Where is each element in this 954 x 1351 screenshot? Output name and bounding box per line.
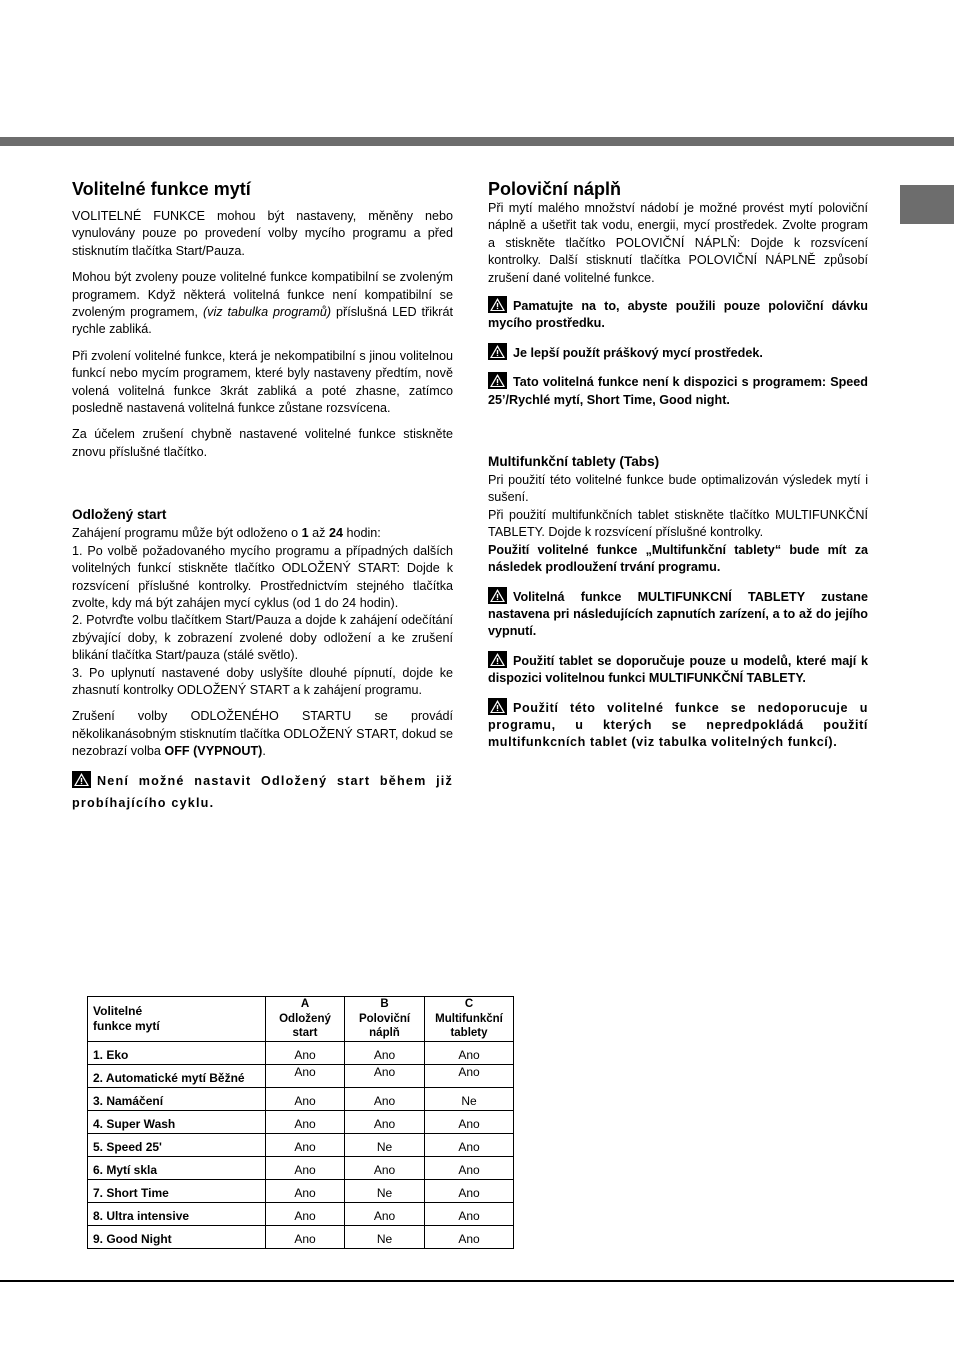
step-2: 2. Potvrďte volbu tlačítkem Start/Pauza a dojde k zahájení odečítání zbývající doby, k zobrazení zvolené doby odložení a ke zrušení blikání tlačítka Start/pauza (stálé světlo). (72, 613, 453, 663)
footer-rule (0, 1280, 954, 1282)
paragraph: Pri použití této volitelné funkce bude optimalizován výsledek mytí i sušení. (488, 473, 868, 505)
table-row (88, 1180, 514, 1203)
warning: Použití této volitelné funkce se nedoporucuje u programu, u kterých se nepredpokládá použití multifunkcních tablet (viz tabulka volitelných funkcí). (488, 698, 868, 752)
warning: Použití tablet se doporučuje pouze u modelů, které mají k dispozici volitelnou funkci MULTIFUNKČNÍ TABLETY. (488, 651, 868, 688)
paragraph: Zahájení programu může být odloženo o 1 až 24 hodin: (72, 526, 381, 541)
step-1: 1. Po volbě požadovaného mycího programu a případných dalších volitelných funkcí stiskněte tlačítko ODLOŽENÝ START: Dojde k rozsvícení příslušné kontrolky. Prostřednictvím stejného tlačítka zvolte, kdy má být zahájen mycí cyklus (od 1 do 24 hodin). (72, 543, 453, 610)
table-row (88, 1111, 514, 1134)
column-header-b: B Poloviční náplň (345, 997, 425, 1042)
warning-icon (72, 771, 91, 788)
cell: Ne (425, 1088, 514, 1111)
paragraph: VOLITELNÉ FUNKCE mohou být nastaveny, měněny nebo vynulovány pouze po provedení volby mycího programu a před stisknutím tlačítka Start/Pauza. (72, 209, 453, 258)
cell: Ano (425, 1065, 514, 1088)
cell: Ano (425, 1134, 514, 1157)
warning: Volitelná funkce MULTIFUNKCNÍ TABLETY zustane nastavena pri následujících zapnutích zarízení, a to až do jejího vypnutí. (488, 587, 868, 641)
paragraph: Za účelem zrušení chybně nastavené volitelné funkce stiskněte znovu příslušné tlačítko. (72, 427, 453, 459)
row-name: 9. Good Night (88, 1226, 266, 1249)
subsection-title-tabs: Multifunkční tablety (Tabs) (488, 454, 660, 470)
cell: Ano (266, 1088, 345, 1111)
header-bar (0, 137, 954, 146)
cell: Ano (345, 1042, 425, 1065)
row-name: 3. Namáčení (88, 1088, 266, 1111)
cell: Ano (345, 1065, 425, 1088)
table-row (88, 1088, 514, 1111)
options-table (87, 996, 514, 1249)
cell: Ano (266, 1111, 345, 1134)
cell: Ano (345, 1088, 425, 1111)
warning: Tato volitelná funkce není k dispozici s programem: Speed 25’/Rychlé mytí, Short Time, Good night. (488, 372, 868, 409)
cell: Ano (425, 1042, 514, 1065)
table-row (88, 1203, 514, 1226)
warning-icon (488, 343, 507, 360)
paragraph: Při zvolení volitelné funkce, která je nekompatibilní s jinou volitelnou funkcí nebo mycím programem, které byly nastaveny předtím, nově volená volitelná funkce 3krát zabliká a poté zhasne, zatímco posledně nastavená volitelná funkce zůstane rozsvícena. (72, 348, 453, 416)
paragraph: Při mytí malého množství nádobí je možné provést mytí poloviční náplně a ušetřit tak vodu, energii, mycí prostředek. Zvolte program a stiskněte tlačítko POLOVIČNÍ NÁPLŇ: Dojde k rozsvícení kontrolky. Další stisknutí tlačítka POLOVIČNÍ NÁPLNĚ způsobí zrušení dané volitelné funkce. (488, 201, 868, 285)
cell: Ano (425, 1203, 514, 1226)
warning-icon (488, 296, 507, 313)
table-row (88, 1065, 514, 1088)
table-row (88, 1226, 514, 1249)
right-column (488, 178, 868, 762)
cell: Ne (345, 1180, 425, 1203)
table-row (88, 1134, 514, 1157)
cell: Ano (425, 1111, 514, 1134)
row-name: 5. Speed 25' (88, 1134, 266, 1157)
cell: Ano (425, 1180, 514, 1203)
row-name: 1. Eko (88, 1042, 266, 1065)
table-row (88, 1157, 514, 1180)
cell: Ano (425, 1157, 514, 1180)
step-3: 3. Po uplynutí nastavené doby uslyšíte dlouhé pípnutí, dojde ke zhasnutí kontrolky ODLOŽENÝ START a k zahájení programu. (72, 665, 453, 697)
cell: Ne (345, 1226, 425, 1249)
column-header-a: A Odložený start (266, 997, 345, 1042)
table-corner-header: Volitelné funkce mytí (88, 997, 266, 1042)
cell: Ano (345, 1111, 425, 1134)
cell: Ano (345, 1203, 425, 1226)
warning: Pamatujte na to, abyste použili pouze poloviční dávku mycího prostředku. (488, 296, 868, 333)
cell: Ano (266, 1157, 345, 1180)
cell: Ano (345, 1157, 425, 1180)
warning-icon (488, 651, 507, 668)
paragraph-bold: Použití volitelné funkce „Multifunkční tablety“ bude mít za následek prodloužení trvání programu. (488, 542, 868, 575)
cell: Ano (266, 1065, 345, 1088)
table-row (88, 1042, 514, 1065)
paragraph: Mohou být zvoleny pouze volitelné funkce kompatibilní se zvoleným programem. Když některá volitelná funkce není kompatibilní se zvoleným programem, (viz tabulka programů) příslušná LED třikrát rychle zabliká. (72, 270, 453, 337)
row-name: 6. Mytí skla (88, 1157, 266, 1180)
cell: Ano (266, 1042, 345, 1065)
section-title-options: Volitelné funkce mytí (72, 179, 251, 199)
cell: Ano (266, 1180, 345, 1203)
row-name: 8. Ultra intensive (88, 1203, 266, 1226)
language-tab (900, 185, 954, 224)
warning: Není možné nastavit Odložený start během již probíhajícího cyklu. (72, 770, 453, 814)
cell: Ano (266, 1203, 345, 1226)
warning-icon (488, 587, 507, 604)
paragraph: Zrušení volby ODLOŽENÉHO STARTU se provádí několikanásobným stisknutím tlačítka ODLOŽENÝ START, dokud se nezobrazí volba OFF (VYPNOUT). (72, 709, 453, 759)
warning-icon (488, 698, 507, 715)
cell: Ano (266, 1134, 345, 1157)
paragraph: Při použití multifunkčních tablet stiskněte tlačítko MULTIFUNKČNÍ TABLETY. Dojde k rozsvícení příslušné kontrolky. (488, 507, 868, 540)
row-name: 4. Super Wash (88, 1111, 266, 1134)
warning: Je lepší použít práškový mycí prostředek. (488, 343, 868, 362)
left-column (72, 178, 453, 824)
row-name: 7. Short Time (88, 1180, 266, 1203)
cell: Ne (345, 1134, 425, 1157)
subsection-title-delay: Odložený start (72, 507, 167, 523)
row-name: 2. Automatické mytí Běžné (88, 1065, 266, 1088)
column-header-c: C Multifunkční tablety (425, 997, 514, 1042)
section-title-half-load: Poloviční náplň (488, 179, 622, 199)
cell: Ano (266, 1226, 345, 1249)
warning-icon (488, 372, 507, 389)
cell: Ano (425, 1226, 514, 1249)
